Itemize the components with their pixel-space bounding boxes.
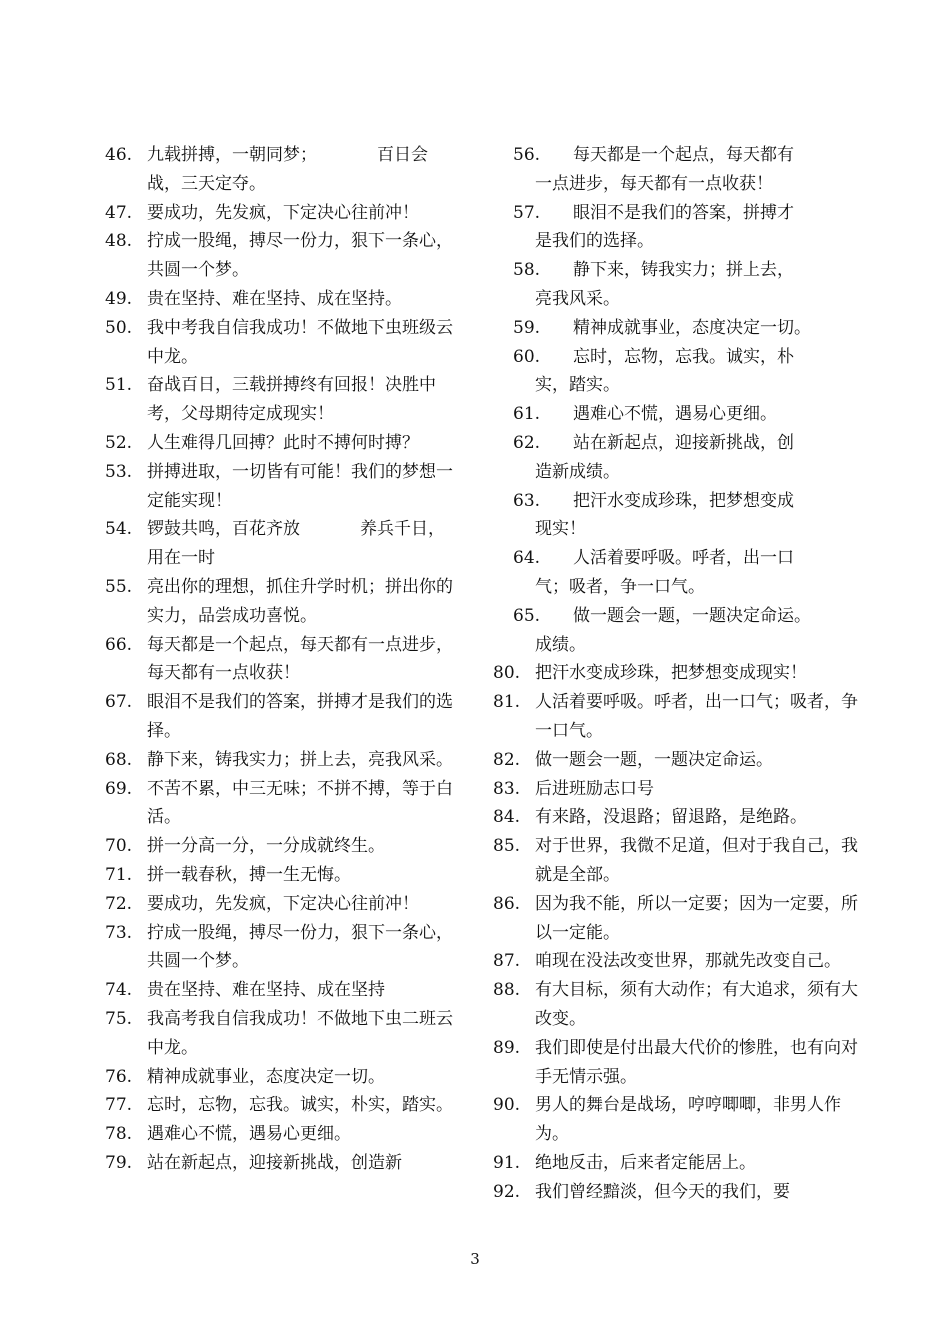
item-text-part: 忘时，忘物，忘我。诚实，朴实，踏实。 — [147, 1095, 453, 1116]
item-number: 56. — [513, 145, 541, 165]
item-number: 74. — [105, 980, 133, 1001]
item-text-part: 奋战百日，三载拼搏终有回报！决胜中考，父母期待定成现实！ — [147, 375, 436, 425]
item-number: 60. — [513, 346, 541, 367]
item-text — [147, 227, 460, 285]
list-item — [493, 199, 863, 228]
item-number: 55. — [105, 576, 133, 597]
item-text: 人活着要呼吸。呼者，出一口气；吸者，争一口气。 — [535, 692, 858, 741]
item-text — [147, 1149, 460, 1178]
list-item — [105, 227, 460, 285]
item-number: 85. — [493, 836, 521, 857]
item-number: 82. — [493, 749, 521, 770]
item-text-part: 亮出你的理想，抓住升学时机；拼出你的实力，品尝成功喜悦。 — [147, 576, 453, 626]
list-item — [493, 141, 863, 170]
list-item — [105, 371, 460, 429]
item-number: 92. — [493, 1181, 521, 1202]
item-text-part: 九载拼搏，一朝同梦； — [147, 145, 317, 165]
item-text — [147, 775, 460, 833]
item-text: 有来路，没退路；留退路，是绝路。 — [535, 807, 807, 828]
list-item — [105, 746, 460, 775]
item-text: 站在新起点，迎接新挑战，创 — [573, 432, 794, 453]
list-item — [105, 1063, 460, 1092]
item-text: 成绩。 — [535, 634, 586, 655]
item-text — [147, 371, 460, 429]
item-number: 71. — [105, 864, 133, 885]
item-text — [147, 832, 460, 861]
item-number: 64. — [513, 548, 541, 569]
list-item — [105, 458, 460, 516]
list-item-continuation — [493, 170, 863, 199]
item-text — [147, 1063, 460, 1092]
list-item — [105, 861, 460, 890]
item-text: 每天都是一个起点，每天都有 — [573, 145, 794, 165]
list-item — [105, 429, 460, 458]
list-item — [493, 890, 863, 948]
item-text — [147, 515, 460, 573]
right-column — [493, 141, 863, 1206]
item-number: 65. — [513, 605, 541, 626]
list-item-continuation — [493, 458, 863, 487]
item-number: 58. — [513, 260, 541, 281]
item-number: 91. — [493, 1152, 521, 1173]
list-item — [493, 256, 863, 285]
item-text-part: 我高考我自信我成功！不做地下虫二班云中龙。 — [147, 1008, 453, 1058]
left-column — [105, 141, 460, 1178]
item-text: 对于世界，我微不足道，但对于我自己，我就是全部。 — [535, 836, 858, 885]
list-item — [105, 199, 460, 228]
list-item — [493, 1091, 863, 1149]
list-item — [493, 429, 863, 458]
item-text: 是我们的选择。 — [535, 231, 654, 252]
item-text — [147, 285, 460, 314]
item-text-part: 站在新起点，迎接新挑战，创造新 — [147, 1152, 402, 1173]
item-text: 男人的舞台是战场，哼哼唧唧，非男人作为。 — [535, 1095, 841, 1145]
list-item — [105, 775, 460, 833]
list-item — [493, 688, 863, 746]
item-number: 62. — [513, 432, 541, 453]
item-text: 咱现在没法改变世界，那就先改变自己。 — [535, 951, 841, 972]
item-text: 因为我不能，所以一定要；因为一定要，所以一定能。 — [535, 893, 858, 943]
item-text-part: 每天都是一个起点，每天都有一点进步，每天都有一点收获！ — [147, 634, 453, 684]
item-text-part: 锣鼓共鸣，百花齐放 — [147, 519, 300, 540]
item-number: 78. — [105, 1124, 133, 1145]
list-item — [105, 573, 460, 631]
item-number: 68. — [105, 749, 133, 770]
item-number: 61. — [513, 404, 541, 425]
item-number: 77. — [105, 1095, 133, 1116]
item-text: 静下来，铸我实力；拼上去， — [573, 260, 794, 281]
item-text: 遇难心不慌，遇易心更细。 — [573, 404, 777, 425]
item-number: 46. — [105, 145, 133, 165]
item-text — [147, 746, 460, 775]
list-item — [493, 1178, 863, 1207]
list-item-continuation — [493, 573, 863, 602]
page-number: 3 — [470, 1250, 480, 1268]
item-text: 我们即使是付出最大代价的惨胜，也有向对手无情示强。 — [535, 1037, 858, 1087]
list-item-continuation — [493, 285, 863, 314]
item-text-part: 拼一载春秋，搏一生无悔。 — [147, 864, 351, 885]
list-item — [105, 515, 460, 573]
item-text — [147, 890, 460, 919]
item-text — [147, 976, 460, 1005]
item-text — [147, 199, 460, 228]
item-text-part: 拼一分高一分，一分成就终生。 — [147, 836, 385, 857]
item-text-part: 拧成一股绳，搏尽一份力，狠下一条心，共圆一个梦。 — [147, 922, 453, 972]
item-number: 47. — [105, 202, 133, 223]
list-item — [493, 544, 863, 573]
list-item — [493, 400, 863, 429]
item-text — [147, 1120, 460, 1149]
list-item — [493, 487, 863, 516]
list-item — [105, 688, 460, 746]
list-item — [105, 1091, 460, 1120]
item-text-part: 贵在坚持、难在坚持、成在坚持。 — [147, 288, 402, 309]
item-number: 89. — [493, 1037, 521, 1058]
item-number: 52. — [105, 432, 133, 453]
item-number: 67. — [105, 692, 133, 713]
item-text-part: 贵在坚持、难在坚持、成在坚持 — [147, 980, 385, 1001]
item-text-part: 拧成一股绳，搏尽一份力，狠下一条心，共圆一个梦。 — [147, 231, 453, 281]
item-text: 造新成绩。 — [535, 461, 620, 482]
item-text — [147, 141, 460, 199]
item-text-part: 养兵千日，用在一时 — [147, 519, 445, 569]
item-text-part: 精神成就事业，态度决定一切。 — [147, 1066, 385, 1087]
list-item-continuation — [493, 515, 863, 544]
list-item — [493, 1149, 863, 1178]
item-number: 51. — [105, 375, 133, 396]
item-text-part: 不苦不累，中三无味；不拼不搏，等于白活。 — [147, 778, 453, 828]
list-item — [105, 1005, 460, 1063]
list-item — [105, 832, 460, 861]
item-text: 有大目标，须有大动作；有大追求，须有大改变。 — [535, 980, 858, 1029]
list-item — [493, 976, 863, 1034]
item-text: 我们曾经黯淡，但今天的我们，要 — [535, 1181, 790, 1202]
item-text-part: 要成功，先发疯，下定决心往前冲！ — [147, 893, 419, 914]
list-item — [105, 1149, 460, 1178]
item-number: 54. — [105, 519, 133, 540]
item-text-part: 人生难得几回搏？此时不搏何时搏？ — [147, 432, 419, 453]
list-item-continuation — [493, 371, 863, 400]
item-number: 73. — [105, 922, 133, 943]
list-item — [493, 947, 863, 976]
item-text — [147, 631, 460, 689]
list-item — [105, 285, 460, 314]
item-text: 后进班励志口号 — [535, 778, 654, 799]
list-item — [493, 746, 863, 775]
item-number: 48. — [105, 231, 133, 252]
item-number: 72. — [105, 893, 133, 914]
item-text: 精神成就事业，态度决定一切。 — [573, 317, 811, 338]
list-item — [105, 890, 460, 919]
item-number: 57. — [513, 202, 541, 223]
item-number: 76. — [105, 1066, 133, 1087]
list-item-continuation — [493, 631, 863, 660]
item-text — [147, 458, 460, 516]
list-item — [105, 141, 460, 199]
list-item — [493, 314, 863, 343]
item-text — [147, 573, 460, 631]
list-item — [105, 314, 460, 372]
item-number: 80. — [493, 663, 521, 684]
list-item — [493, 832, 863, 890]
item-text: 忘时，忘物，忘我。诚实，朴 — [573, 346, 794, 367]
list-item — [105, 919, 460, 977]
item-text: 做一题会一题，一题决定命运。 — [535, 749, 773, 770]
item-number: 75. — [105, 1008, 133, 1029]
item-text: 亮我风采。 — [535, 288, 620, 309]
item-number: 63. — [513, 490, 541, 511]
item-text — [147, 919, 460, 977]
item-text: 气；吸者，争一口气。 — [535, 576, 705, 597]
item-number: 81. — [493, 692, 521, 713]
item-number: 90. — [493, 1095, 521, 1116]
item-text: 做一题会一题，一题决定命运。 — [573, 605, 811, 626]
item-number: 86. — [493, 893, 521, 914]
item-text: 人活着要呼吸。呼者，出一口 — [573, 548, 794, 569]
item-number: 79. — [105, 1152, 133, 1173]
item-text — [147, 314, 460, 372]
list-item — [493, 803, 863, 832]
list-item — [493, 659, 863, 688]
item-text: 一点进步，每天都有一点收获！ — [535, 173, 773, 194]
item-text-part: 要成功，先发疯，下定决心往前冲！ — [147, 202, 419, 223]
item-number: 70. — [105, 836, 133, 857]
item-number: 59. — [513, 317, 541, 338]
item-text: 现实！ — [535, 519, 586, 540]
item-text — [147, 1005, 460, 1063]
item-number: 87. — [493, 951, 521, 972]
item-number: 50. — [105, 317, 133, 338]
item-number: 49. — [105, 288, 133, 309]
item-number: 84. — [493, 807, 521, 828]
item-number: 53. — [105, 461, 133, 482]
item-number: 69. — [105, 778, 133, 799]
item-text: 把汗水变成珍珠，把梦想变成现实！ — [535, 663, 807, 684]
item-text-part: 我中考我自信我成功！不做地下虫班级云中龙。 — [147, 317, 453, 367]
item-text: 实，踏实。 — [535, 375, 620, 396]
list-item — [493, 1034, 863, 1092]
item-number: 83. — [493, 778, 521, 799]
item-text-part: 静下来，铸我实力；拼上去，亮我风采。 — [147, 749, 453, 770]
item-text-part: 遇难心不慌，遇易心更细。 — [147, 1124, 351, 1145]
item-text: 眼泪不是我们的答案，拼搏才 — [573, 202, 794, 223]
list-item-continuation — [493, 227, 863, 256]
list-item — [105, 976, 460, 1005]
item-text — [147, 1091, 460, 1120]
list-item — [105, 1120, 460, 1149]
item-text-part: 百日会战，三天定夺。 — [147, 145, 428, 194]
item-text: 绝地反击，后来者定能居上。 — [535, 1152, 756, 1173]
list-item — [493, 343, 863, 372]
item-text-part: 眼泪不是我们的答案，拼搏才是我们的选择。 — [147, 692, 453, 741]
item-number: 66. — [105, 634, 133, 655]
list-item — [493, 775, 863, 804]
list-item — [105, 631, 460, 689]
item-text: 把汗水变成珍珠，把梦想变成 — [573, 490, 794, 511]
item-text — [147, 688, 460, 746]
item-text — [147, 429, 460, 458]
item-text-part: 拼搏进取，一切皆有可能！我们的梦想一定能实现！ — [147, 461, 453, 511]
list-item — [493, 602, 863, 631]
item-number: 88. — [493, 980, 521, 1001]
item-text — [147, 861, 460, 890]
